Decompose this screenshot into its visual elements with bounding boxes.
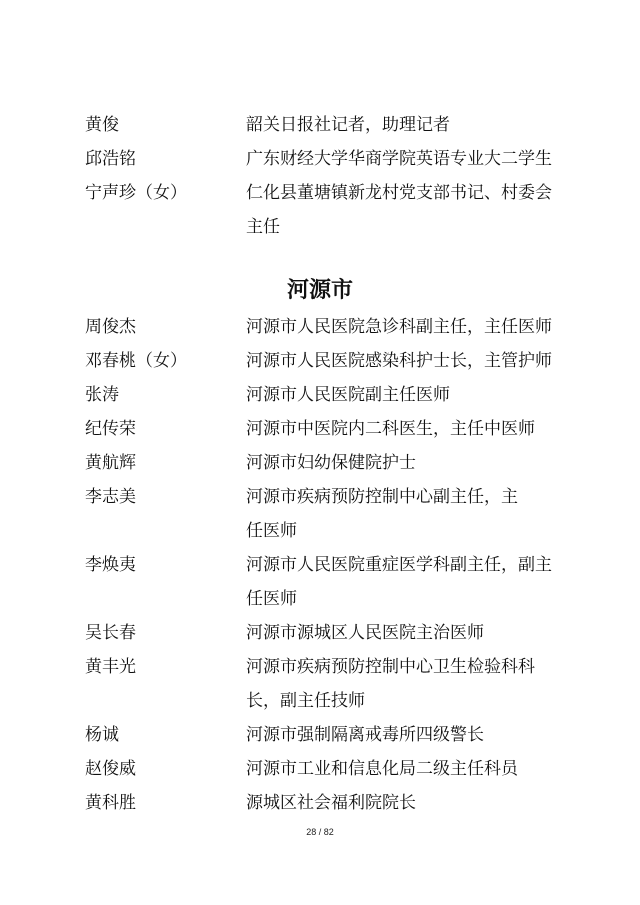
description-line: 河源市人民医院急诊科副主任，主任医师: [246, 317, 552, 337]
person-name: 张涛: [85, 385, 119, 405]
person-description: [246, 446, 566, 480]
person-description: [246, 548, 566, 616]
person-description: [246, 786, 566, 820]
person-name: 黄航辉: [85, 453, 136, 473]
person-name: 李志美: [85, 487, 136, 507]
person-description: [246, 616, 566, 650]
person-name: 黄丰光: [85, 657, 136, 677]
person-description: [246, 480, 566, 548]
description-line: 河源市疾病预防控制中心副主任，主: [246, 487, 518, 507]
person-description: [246, 718, 566, 752]
page-total: 82: [323, 827, 334, 837]
person-description: [246, 142, 566, 176]
description-line: 主任: [246, 217, 280, 237]
person-name: 吴长春: [85, 623, 136, 643]
person-name: 黄俊: [85, 115, 119, 135]
description-line: 河源市中医院内二科医生，主任中医师: [246, 419, 535, 439]
description-line: 河源市妇幼保健院护士: [246, 453, 416, 473]
person-description: [246, 650, 566, 718]
person-description: [246, 344, 566, 378]
person-name: 杨诚: [85, 725, 119, 745]
person-name: 邓春桃（女）: [85, 351, 187, 371]
person-description: [246, 752, 566, 786]
section-title: 河源市: [286, 278, 353, 303]
description-line: 河源市工业和信息化局二级主任科员: [246, 759, 518, 779]
description-line: 广东财经大学华商学院英语专业大二学生: [246, 149, 552, 169]
description-line: 任医师: [246, 521, 297, 541]
description-line: 河源市疾病预防控制中心卫生检验科科: [246, 657, 535, 677]
person-name: 赵俊威: [85, 759, 136, 779]
page-number: [0, 826, 640, 838]
description-line: 长，副主任技师: [246, 691, 365, 711]
person-name: 邱浩铭: [85, 149, 136, 169]
person-name: 纪传荣: [85, 419, 136, 439]
description-line: 源城区社会福利院院长: [246, 793, 416, 813]
page-current: 28: [306, 827, 317, 837]
description-line: 河源市人民医院重症医学科副主任，副主: [246, 555, 552, 575]
person-name: 黄科胜: [85, 793, 136, 813]
person-description: [246, 412, 566, 446]
description-line: 河源市强制隔离戒毒所四级警长: [246, 725, 484, 745]
page-separator: /: [318, 827, 322, 837]
person-name: 李焕夷: [85, 555, 136, 575]
person-description: [246, 310, 566, 344]
description-line: 河源市人民医院感染科护士长，主管护师: [246, 351, 552, 371]
description-line: 任医师: [246, 589, 297, 609]
person-description: [246, 176, 566, 244]
person-name: 周俊杰: [85, 317, 136, 337]
person-description: [246, 378, 566, 412]
description-line: 河源市人民医院副主任医师: [246, 385, 450, 405]
description-line: 河源市源城区人民医院主治医师: [246, 623, 484, 643]
description-line: 韶关日报社记者，助理记者: [246, 115, 450, 135]
person-description: [246, 108, 566, 142]
person-name: 宁声珍（女）: [85, 183, 187, 203]
description-line: 仁化县董塘镇新龙村党支部书记、村委会: [246, 183, 552, 203]
